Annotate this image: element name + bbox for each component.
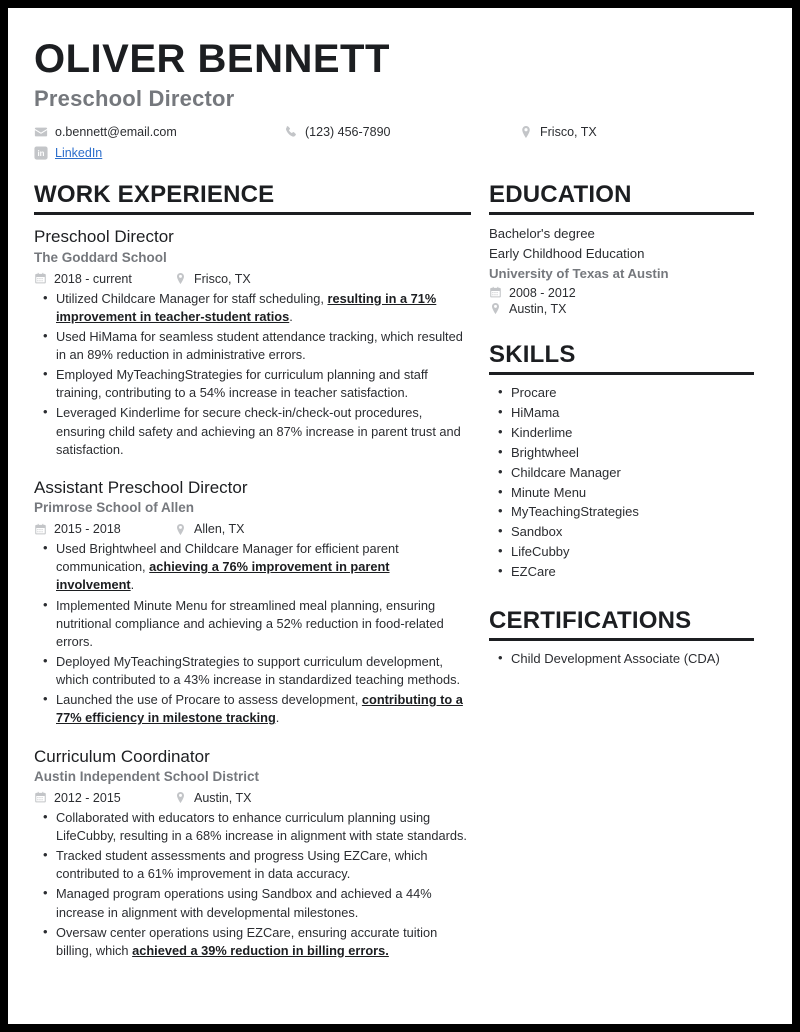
work-entry-meta xyxy=(34,272,471,286)
work-entry-title: Preschool Director xyxy=(34,227,174,247)
bullet-item xyxy=(56,328,471,364)
bullet-item xyxy=(56,924,471,960)
education-location-text: Austin, TX xyxy=(509,301,567,316)
work-entry-title: Assistant Preschool Director xyxy=(34,477,248,497)
education-location xyxy=(489,302,754,316)
skills-heading: SKILLS xyxy=(489,340,576,368)
work-entry-bullets xyxy=(34,290,471,459)
bullet-item xyxy=(56,290,471,326)
work-entry xyxy=(34,477,471,728)
phone-icon xyxy=(284,125,298,139)
bullet-highlight: contributing to a 77% efficiency in milestone tracking xyxy=(56,692,463,726)
list-item: • Child Development Associate (CDA) xyxy=(511,649,754,669)
left-column xyxy=(34,182,489,962)
bullet-item xyxy=(56,540,471,594)
work-entry-dates xyxy=(34,272,174,286)
education-entry xyxy=(489,224,754,315)
bullet-tail: . xyxy=(130,577,135,593)
work-entry-dates xyxy=(34,522,174,536)
section-divider xyxy=(489,638,754,641)
list-item: • Kinderlime xyxy=(511,423,754,443)
candidate-headline: Preschool Director xyxy=(34,86,235,111)
work-entry xyxy=(34,226,471,459)
bullet-text: Employed MyTeachingStrategies for curriculum planning and staff training, contributing to a 54% increase in teacher satisfaction. xyxy=(56,367,428,401)
resume-header xyxy=(34,38,758,160)
location-pin-icon xyxy=(174,791,187,804)
work-entry-dates-text: 2018 - current xyxy=(54,271,132,286)
education-degree: Bachelor's degree xyxy=(489,226,595,242)
list-item: • HiMama xyxy=(511,403,754,423)
contact-linkedin-link[interactable]: LinkedIn xyxy=(55,146,103,160)
bullet-item xyxy=(56,885,471,921)
section-certifications xyxy=(489,608,754,669)
list-item: • Sandbox xyxy=(511,522,754,542)
bullet-item xyxy=(56,847,471,883)
work-entry-bullets xyxy=(34,809,471,960)
work-entry-bullets xyxy=(34,540,471,728)
bullet-tail: . xyxy=(275,710,280,726)
bullet-highlight: resulting in a 71% improvement in teacher-student ratios xyxy=(56,290,437,324)
work-experience-heading: WORK EXPERIENCE xyxy=(34,181,275,208)
contact-phone-text: (123) 456-7890 xyxy=(305,125,391,139)
section-skills xyxy=(489,342,754,582)
calendar-icon xyxy=(34,791,47,804)
section-divider xyxy=(34,212,471,215)
bullet-text: Oversaw center operations using EZCare, ensuring accurate tuition billing, which xyxy=(56,924,438,958)
contact-location-text: Frisco, TX xyxy=(540,125,597,139)
contact-info xyxy=(34,125,758,160)
bullet-item xyxy=(56,809,471,845)
list-item: • LifeCubby xyxy=(511,542,754,562)
contact-location xyxy=(519,125,739,139)
work-entry-location-text: Frisco, TX xyxy=(194,271,251,286)
contact-email[interactable] xyxy=(34,125,284,139)
work-entry xyxy=(34,746,471,960)
location-pin-icon xyxy=(519,125,533,139)
bullet-tail: . xyxy=(289,308,293,324)
calendar-icon xyxy=(34,272,47,285)
svg-text:in: in xyxy=(37,149,45,159)
list-item: • Childcare Manager xyxy=(511,463,754,483)
work-entry-location-text: Austin, TX xyxy=(194,790,252,805)
section-work-experience xyxy=(34,182,471,960)
location-pin-icon xyxy=(489,302,502,315)
skills-list xyxy=(489,383,754,582)
section-divider xyxy=(489,372,754,375)
certifications-heading: CERTIFICATIONS xyxy=(489,606,692,634)
list-item: • EZCare xyxy=(511,562,754,582)
list-item: • Procare xyxy=(511,383,754,403)
calendar-icon xyxy=(489,286,502,299)
education-field: Early Childhood Education xyxy=(489,246,645,262)
section-divider xyxy=(489,212,754,215)
bullet-item xyxy=(56,404,471,458)
bullet-item xyxy=(56,653,471,689)
bullet-text: Collaborated with educators to enhance curriculum planning using LifeCubby, resulting in a 68% increase in alignment with state standards. xyxy=(56,809,467,843)
work-entry-meta xyxy=(34,791,471,805)
candidate-name: OLIVER BENNETT xyxy=(34,37,390,81)
list-item: • Minute Menu xyxy=(511,483,754,503)
work-entry-title: Curriculum Coordinator xyxy=(34,746,210,766)
bullet-item xyxy=(56,691,471,727)
education-heading: EDUCATION xyxy=(489,181,632,208)
bullet-highlight: achieved a 39% reduction in billing errors. xyxy=(132,942,389,958)
bullet-text: Managed program operations using Sandbox and achieved a 44% increase in alignment with developmental milestones. xyxy=(56,886,432,920)
envelope-icon xyxy=(34,125,48,139)
location-pin-icon xyxy=(174,272,187,285)
bullet-text: Deployed MyTeachingStrategies to support curriculum development, which contributed to a 43% increase in standardized teaching methods. xyxy=(56,653,461,688)
location-pin-icon xyxy=(174,523,187,536)
bullet-highlight: achieving a 76% improvement in parent involvement xyxy=(56,559,390,593)
right-column xyxy=(489,182,754,669)
work-entry-organization: Austin Independent School District xyxy=(34,768,260,784)
education-dates-text: 2008 - 2012 xyxy=(509,285,576,300)
contact-email-text: o.bennett@email.com xyxy=(55,125,177,139)
bullet-item xyxy=(56,366,471,402)
list-item: • MyTeachingStrategies xyxy=(511,502,754,522)
bullet-text: Tracked student assessments and progress Using EZCare, which contributed to a 61% improvement in data accuracy. xyxy=(56,848,428,882)
work-entry-location xyxy=(174,272,251,286)
work-entry-dates-text: 2012 - 2015 xyxy=(54,790,121,805)
work-entry-location-text: Allen, TX xyxy=(194,522,245,537)
bullet-text: Used HiMama for seamless student attendance tracking, which resulted in an 89% reduction in administrative errors. xyxy=(56,328,463,362)
calendar-icon xyxy=(34,523,47,536)
linkedin-icon xyxy=(34,146,48,160)
bullet-item xyxy=(56,597,471,651)
contact-linkedin[interactable] xyxy=(34,146,284,160)
education-dates xyxy=(489,286,754,300)
bullet-text: Used Brightwheel and Childcare Manager for efficient parent communication, xyxy=(56,541,399,575)
work-entry-location xyxy=(174,522,245,536)
bullet-text: Launched the use of Procare to assess development, xyxy=(56,692,362,708)
bullet-text: Implemented Minute Menu for streamlined meal planning, ensuring nutritional compliance and achieving a 52% reduction in food-related errors. xyxy=(56,597,444,649)
section-education xyxy=(489,182,754,316)
bullet-text: Leveraged Kinderlime for secure check-in/check-out procedures, ensuring child safety and achieving an 87% increase in parent trust and satisfaction. xyxy=(56,405,461,457)
work-entry-dates xyxy=(34,791,174,805)
resume-body xyxy=(34,182,758,962)
resume-page xyxy=(8,8,792,1024)
work-entry-organization: Primrose School of Allen xyxy=(34,500,195,516)
contact-phone[interactable] xyxy=(284,125,519,139)
education-school: University of Texas at Austin xyxy=(489,265,669,281)
list-item: • Brightwheel xyxy=(511,443,754,463)
bullet-text: Utilized Childcare Manager for staff scheduling, xyxy=(56,290,328,306)
certifications-list xyxy=(489,649,754,669)
work-entry-dates-text: 2015 - 2018 xyxy=(54,522,121,537)
work-entry-location xyxy=(174,791,251,805)
work-entry-meta xyxy=(34,522,471,536)
work-entry-organization: The Goddard School xyxy=(34,249,167,265)
